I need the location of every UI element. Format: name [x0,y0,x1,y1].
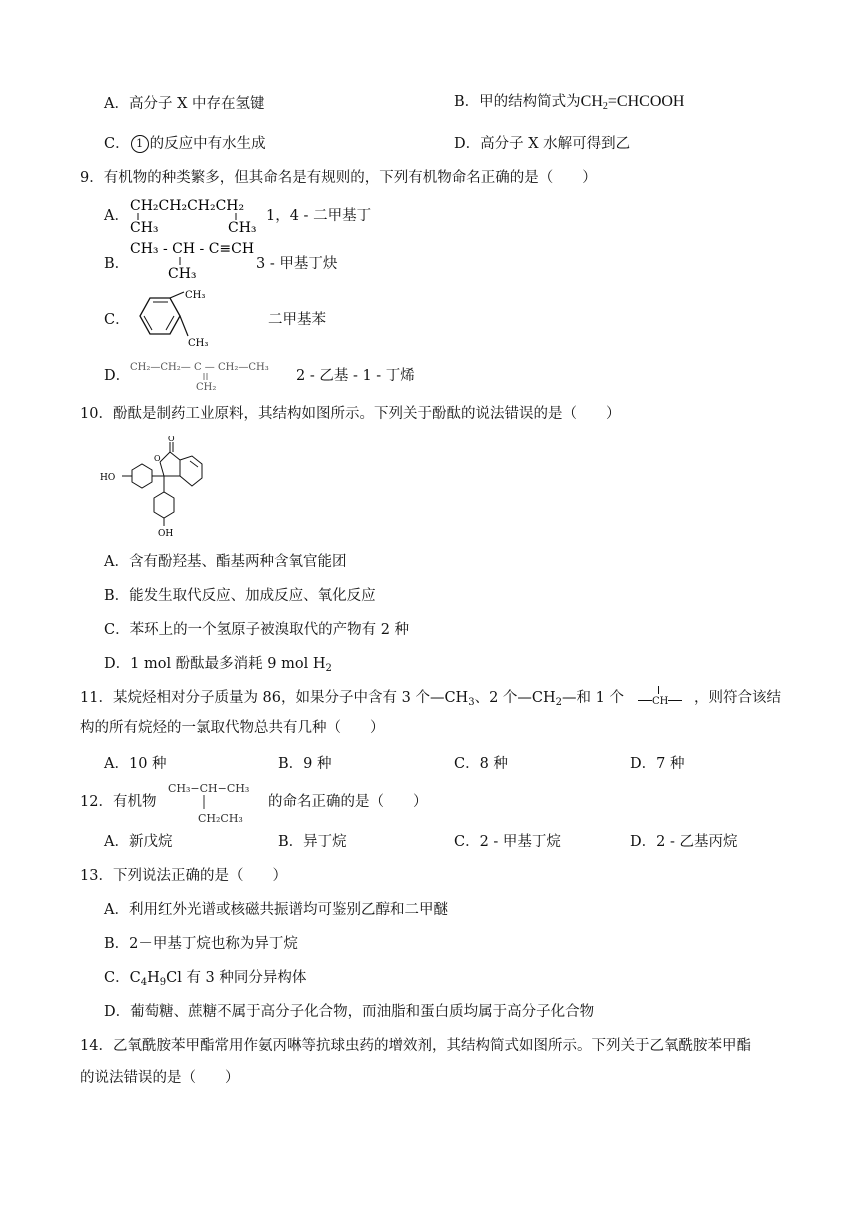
q8-formula: $CH_2=CHCOOH$ [580,93,685,112]
svg-text:CH₃: CH₃ [130,220,159,236]
q9-option-a-name: 1，4 - 二甲基丁 [266,208,372,224]
q12-option-c: C．2 - 甲基丁烷 [454,834,561,850]
q9-option-c-label: C． [104,312,130,328]
q9-stem: 9．有机物的种类繁多，但其命名是有规则的，下列有机物命名正确的是（ ） [80,170,597,186]
q8-option-b [454,92,684,112]
q11-option-d: D．7 种 [630,756,685,772]
q10-option-a: A．含有酚羟基、酯基两种含氧官能团 [104,554,347,570]
svg-text:CH₃−CH−CH₃: CH₃−CH−CH₃ [168,782,250,795]
q11-stem-line1: 11．某烷烃相对分子质量为 86，如果分子中含有 3 个$—CH_3$、2 个$—CH_2—$和 1 个 CH ，则符合该结 [80,688,781,708]
svg-text:CH₂CH₃: CH₂CH₃ [198,812,243,825]
svg-text:O: O [154,454,161,463]
q9-option-c-name: 二甲基苯 [268,312,326,328]
q11-option-a: A．10 种 [104,756,167,772]
q9-option-a-label: A． [104,208,129,224]
q10-option-c: C．苯环上的一个氢原子被溴取代的产物有 2 种 [104,622,410,638]
q8-option-d: D．高分子 X 水解可得到乙 [454,136,631,152]
q12-stem-prefix: 12．有机物 [80,794,157,810]
q13-option-c: C．$C_4H_9Cl$ 有 3 种同分异构体 [104,970,307,988]
svg-text:HO: HO [100,473,116,483]
circled-number-1: 1 [131,135,149,153]
q10-phenolphthalein-structure [98,436,218,540]
q11-option-b: B．9 种 [278,756,332,772]
q13-stem: 13．下列说法正确的是（ ） [80,868,287,884]
svg-text:CH₃: CH₃ [168,266,197,282]
ch-group: CH [624,688,694,708]
q8-option-a: A．高分子 X 中存在氢键 [104,96,265,112]
q14-stem-line2: 的说法错误的是（ ） [80,1070,240,1086]
q9-a-structure [128,196,268,236]
q9-c-structure-dimethylbenzene [128,286,218,352]
svg-text:CH₃ - CH - C≡CH: CH₃ - CH - C≡CH [130,241,255,257]
q13-option-d: D．葡萄糖、蔗糖不属于高分子化合物，而油脂和蛋白质均属于高分子化合物 [104,1004,595,1020]
q13-option-b: B．2－甲基丁烷也称为异丁烷 [104,936,298,952]
q8-option-c: C． 1 的反应中有水生成 [104,136,266,152]
q9-option-d-label: D． [104,368,131,384]
q10-stem: 10．酚酞是制药工业原料，其结构如图所示。下列关于酚酞的说法错误的是（ ） [80,406,621,422]
svg-text:CH₃: CH₃ [185,290,206,301]
svg-text:CH₂: CH₂ [196,382,217,393]
svg-text:OH: OH [158,529,174,539]
q9-b-structure [128,238,258,282]
svg-text:O: O [168,436,175,443]
svg-text:CH₂CH₂CH₂CH₂: CH₂CH₂CH₂CH₂ [130,198,245,214]
svg-text:CH₂—CH₂— C — CH₂—CH₃: CH₂—CH₂— C — CH₂—CH₃ [130,362,269,373]
q9-option-b-label: B． [104,256,130,272]
q9-option-b-name: 3 - 甲基丁炔 [256,256,338,272]
q12-option-d: D．2 - 乙基丙烷 [630,834,738,850]
q10-option-b: B．能发生取代反应、加成反应、氧化反应 [104,588,376,604]
q11-option-c: C．8 种 [454,756,508,772]
q12-option-a: A．新戊烷 [104,834,173,850]
q14-stem-line1: 14．乙氧酰胺苯甲酯常用作氨丙啉等抗球虫药的增效剂，其结构简式如图所示。下列关于乙氧酰胺苯甲酯 [80,1038,751,1054]
q9-option-d-name: 2 - 乙基 - 1 - 丁烯 [296,368,415,384]
q12-stem-suffix: 的命名正确的是（ ） [268,794,428,810]
q8-option-b-text: B．甲的结构简式为 [454,94,581,110]
q10-option-d: D．1 mol 酚酞最多消耗 9 mol $H_2$ [104,656,332,674]
svg-text:CH₃: CH₃ [188,338,209,349]
q11-stem-line2: 构的所有烷烃的一氯取代物总共有几种（ ） [80,720,385,736]
svg-text:CH₃: CH₃ [228,220,257,236]
q12-structure [166,780,266,826]
q9-d-structure [128,358,278,394]
q13-option-a: A．利用红外光谱或核磁共振谱均可鉴别乙醇和二甲醚 [104,902,448,918]
q12-option-b: B．异丁烷 [278,834,347,850]
